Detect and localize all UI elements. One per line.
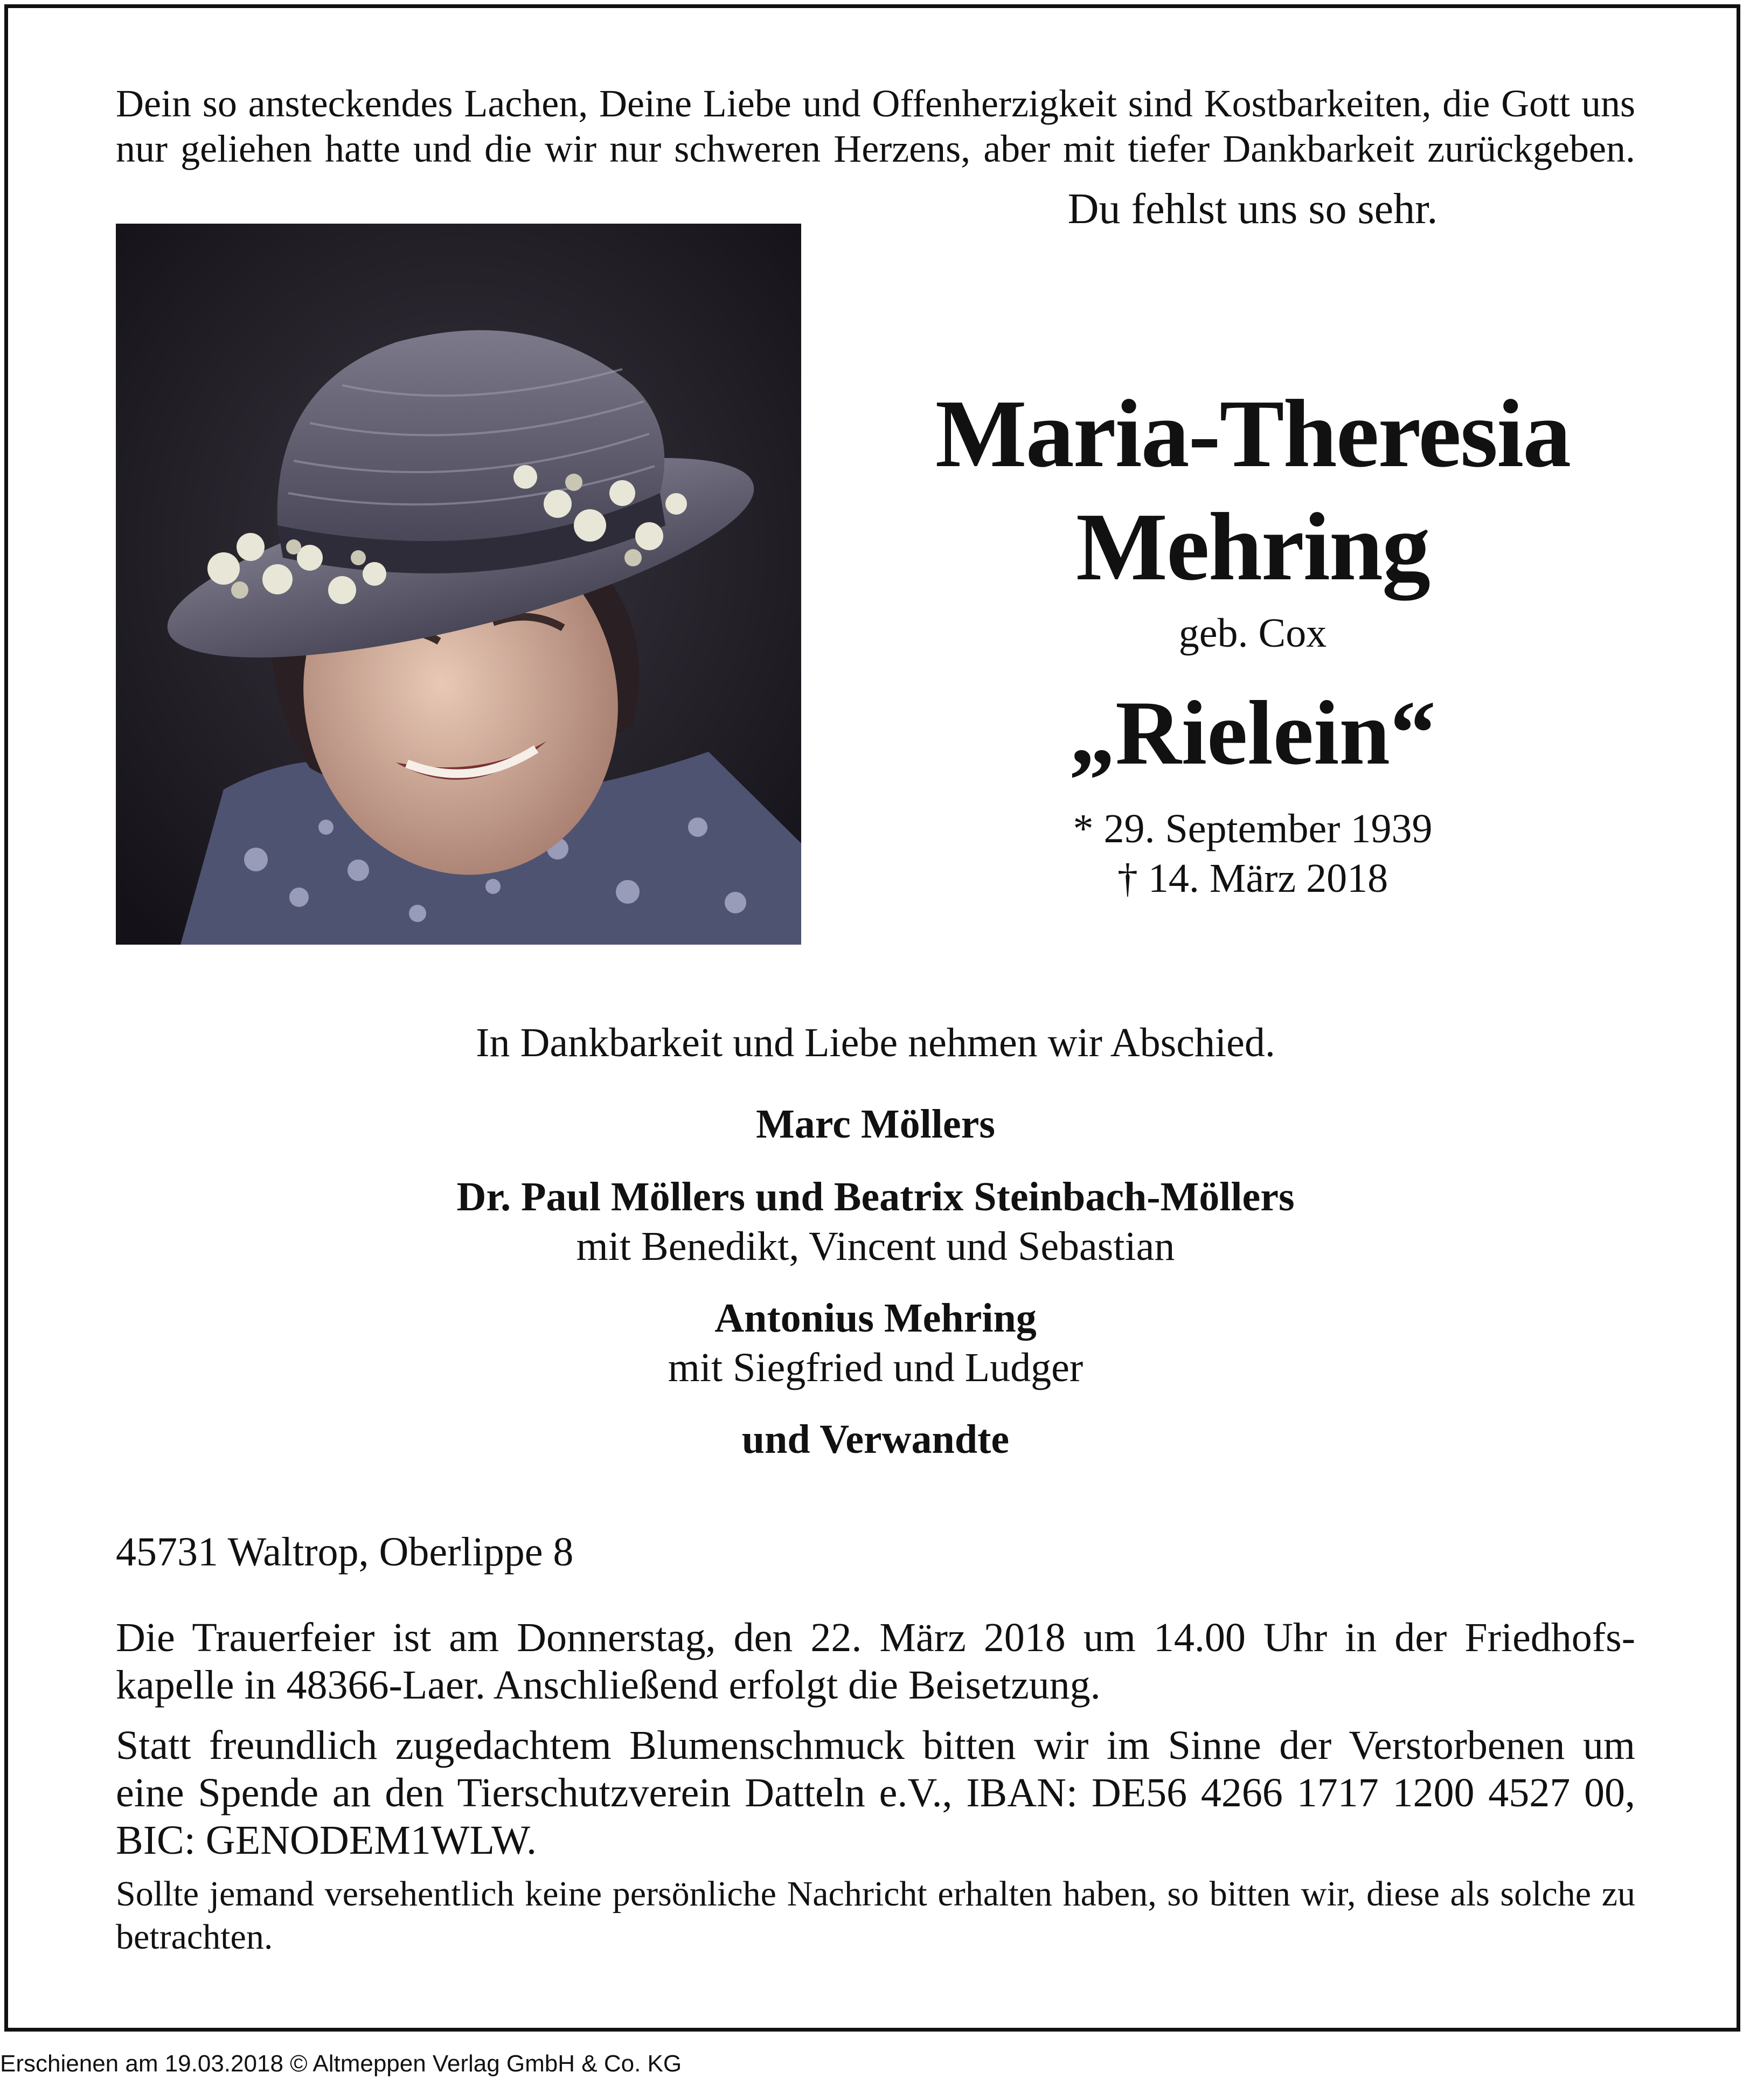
family-member-2: Dr. Paul Möllers und Beatrix Steinbach-Möllers (456, 1174, 1295, 1219)
portrait-photo (116, 224, 801, 945)
funeral-info: Die Trauerfeier ist am Donnerstag, den 22. März 2018 um 14.00 Uhr in der Friedhofs-kapelle in 48366-Laer. Anschließend erfolgt die Beisetzung. (116, 1615, 1635, 1708)
donation-info: Statt freundlich zugedachtem Blumenschmuck bitten wir im Sinne der Verstorbenen um eine Spende an den Tierschutzverein Datteln e.V., IBAN: DE56 4266 1717 1200 4527 00, BIC: GENODEM1WLW. (116, 1723, 1635, 1863)
intro-text (116, 81, 1635, 171)
intro-line-2: nur geliehen hatte und die wir nur schweren Herzens, aber mit tiefer Dankbarkeit zurückgeben. (116, 127, 1635, 170)
family-member-3: Antonius Mehring (714, 1295, 1037, 1341)
death-date: † 14. März 2018 (1117, 856, 1388, 901)
life-dates (862, 804, 1643, 903)
address: 45731 Waltrop, Oberlippe 8 (116, 1529, 574, 1575)
deceased-first-names: Maria-Theresia (935, 380, 1571, 487)
birth-name: geb. Cox (1178, 611, 1327, 656)
notification-note: Sollte jemand versehentlich keine persönliche Nachricht erhalten haben, so bitten wir, diese als solche zu betrachten. (116, 1874, 1635, 1957)
family-member-2-children: mit Benedikt, Vincent und Sebastian (576, 1224, 1175, 1269)
family-group-3 (116, 1293, 1635, 1392)
publication-footer: Erschienen am 19.03.2018 © Altmeppen Verlag GmbH & Co. KG (0, 2050, 682, 2077)
deceased-name (862, 377, 1643, 604)
nickname: „Rielein“ (1070, 682, 1436, 784)
deceased-surname: Mehring (1076, 493, 1429, 600)
relatives: und Verwandte (741, 1417, 1010, 1462)
family-group-2 (116, 1172, 1635, 1271)
family-member-3-children: mit Siegfried und Ludger (668, 1345, 1084, 1390)
farewell-text: In Dankbarkeit und Liebe nehmen wir Abschied. (476, 1020, 1275, 1065)
intro-line-1: Dein so ansteckendes Lachen, Deine Liebe und Offenherzigkeit sind Kostbarkeiten, die Gott uns (116, 82, 1635, 125)
birth-date: * 29. September 1939 (1073, 806, 1433, 851)
missing-you-text: Du fehlst uns so sehr. (1067, 185, 1438, 233)
family-member-1: Marc Möllers (756, 1101, 995, 1147)
portrait-illustration (116, 224, 801, 945)
